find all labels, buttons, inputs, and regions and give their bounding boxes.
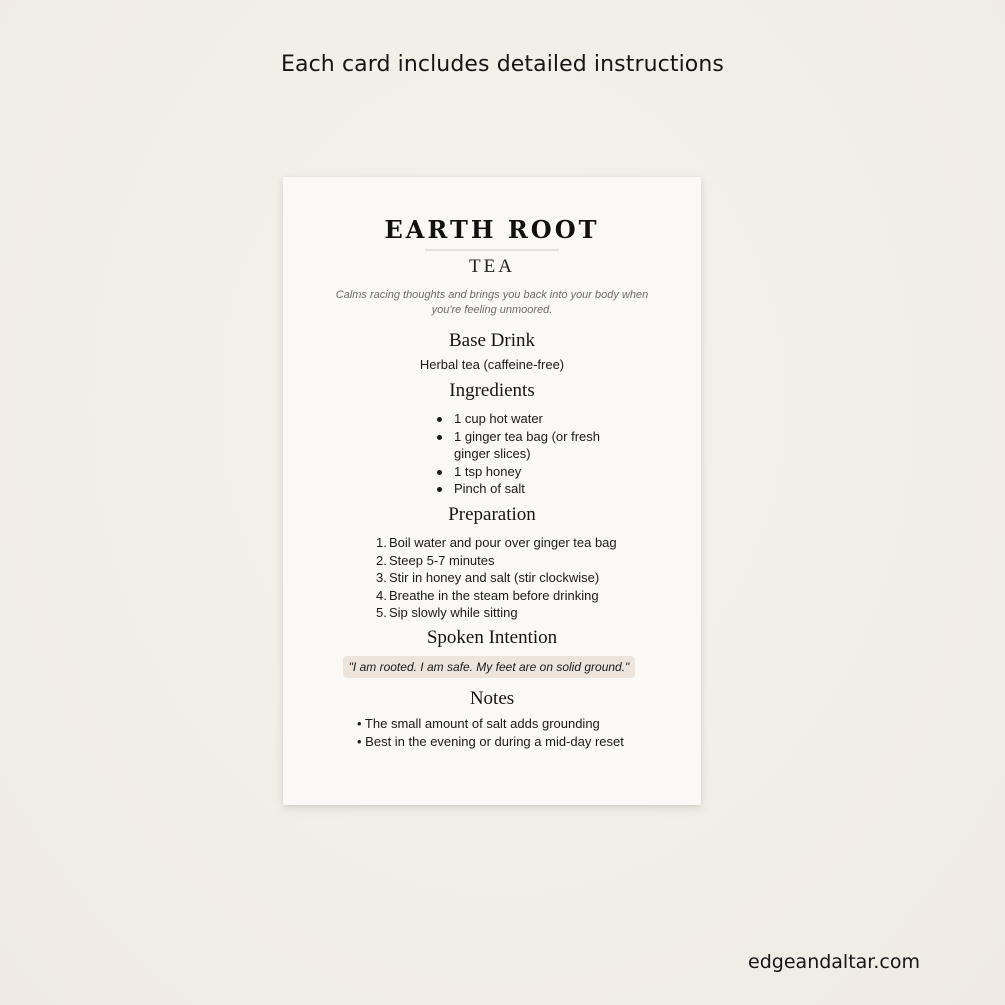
preparation-step (376, 587, 646, 605)
notes-list (357, 715, 647, 750)
ingredients-list (435, 410, 610, 498)
preparation-step (376, 534, 646, 552)
step-text: Stir in honey and salt (stir clockwise) (389, 570, 600, 585)
preparation-list (376, 534, 646, 622)
note-item: • Best in the evening or during a mid-day reset (357, 733, 624, 749)
card-subtitle: TEA (469, 256, 515, 277)
note-item: • The small amount of salt adds grounding (357, 716, 600, 731)
intention-quote: "I am rooted. I am safe. My feet are on solid ground." (343, 656, 635, 678)
base-drink-value: Herbal tea (caffeine-free) (419, 357, 565, 372)
step-number: 4. (376, 587, 387, 603)
step-text: Steep 5-7 minutes (389, 552, 495, 568)
step-text: Sip slowly while sitting (389, 605, 518, 620)
preparation-step (376, 604, 646, 622)
ingredients-heading: Ingredients (449, 380, 535, 401)
base-drink-heading: Base Drink (448, 330, 535, 351)
preparation-step (376, 552, 646, 570)
step-text: Breathe in the steam before drinking (389, 587, 599, 603)
step-number: 1. (376, 535, 387, 550)
preparation-step (376, 569, 646, 587)
card-title: EARTH ROOT (384, 215, 600, 244)
page-heading: Each card includes detailed instructions (281, 52, 724, 77)
step-number: 3. (376, 570, 387, 585)
intention-heading: Spoken Intention (426, 627, 558, 648)
ingredient-item: 1 ginger tea bag (or fresh ginger slices) (435, 428, 610, 463)
ingredient-item: 1 cup hot water (435, 410, 610, 428)
step-number: 2. (376, 552, 387, 568)
step-number: 5. (376, 605, 387, 620)
card-description: Calms racing thoughts and brings you back into your body when you're feeling unmoored. (335, 289, 649, 316)
preparation-heading: Preparation (448, 504, 536, 525)
ingredient-item: Pinch of salt (435, 480, 610, 498)
ingredient-item: 1 tsp honey (435, 463, 610, 481)
step-text: Boil water and pour over ginger tea bag (389, 535, 617, 550)
recipe-card (283, 177, 701, 805)
notes-heading: Notes (469, 688, 515, 709)
footer-website: edgeandaltar.com (748, 951, 920, 973)
title-divider (425, 249, 559, 251)
